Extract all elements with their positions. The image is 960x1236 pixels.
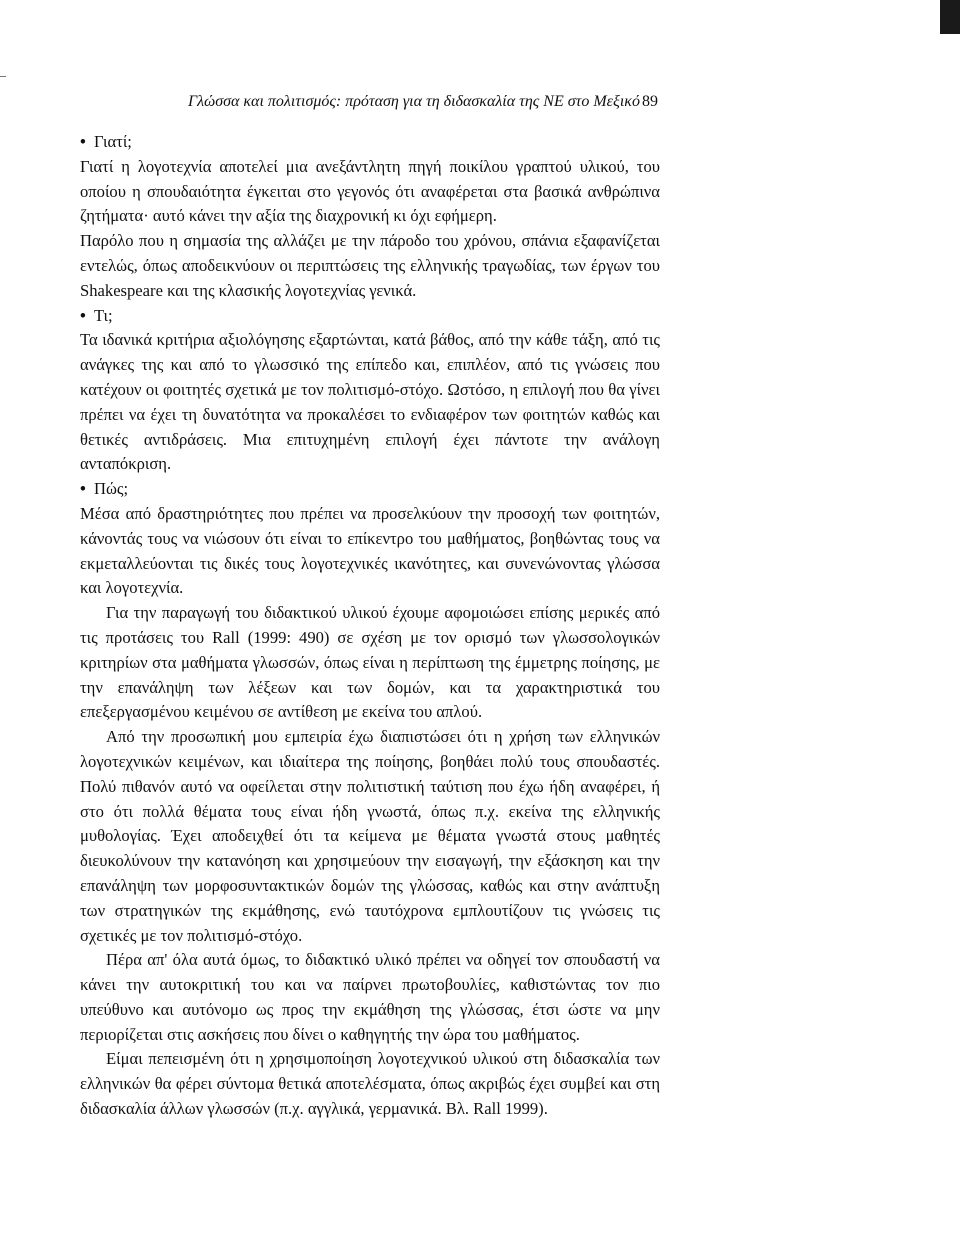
running-head — [188, 92, 658, 112]
bullet-why-label: Γιατί; — [94, 132, 132, 151]
paragraph-body-3: Πέρα απ' όλα αυτά όμως, το διδακτικό υλικό πρέπει να οδηγεί τον σπουδαστή να κάνει την αυτοκριτική του και να παίρνει πρωτοβουλίες, καθιστώντας τον πιο υπεύθυνο και αυτόνομο ως προς την εκμάθηση της γλώσσας, έτσι ώστε να μην περιορίζεται στις ασκήσεις που δίνει ο καθηγητής την ώρα του μαθήματος. — [80, 950, 660, 1044]
scan-tick-mark — [0, 76, 6, 77]
paragraph-body-1: Για την παραγωγή του διδακτικού υλικού έχουμε αφομοιώσει επίσης μερικές από τις προτάσεις του Rall (1999: 490) σε σχέση με τον ορισμό των γλωσσολογικών κριτηρίων στα μαθήματα γλωσσών, όπως είναι η περίπτωση της έμμετρης ποίησης, με την επανάληψη των λέξεων και των δομών, και τα χαρακτηριστικά του επεξεργασμένου κειμένου σε αντίθεση με εκείνα του απλού. — [80, 603, 660, 722]
bullet-how-label: Πώς; — [94, 479, 129, 499]
running-title: Γλώσσα και πολιτισμός: πρόταση για τη διδασκαλία της ΝΕ στο Μεξικό — [188, 93, 640, 110]
bullet-why — [80, 130, 660, 155]
paragraph-what-1: Τα ιδανικά κριτήρια αξιολόγησης εξαρτώνται, κατά βάθος, από την κάθε τάξη, από τις ανάγκες της και από το γλωσσικό της επίπεδο και, επιπλέον, από τις γνώσεις που κατέχουν οι φοιτητές σχετικά με τον πολιτισμό-στόχο. Ωστόσο, η επιλογή που θα γίνει πρέπει να έχει τη δυνατότητα να προκαλέσει το ενδιαφέρον των φοιτητών καθώς και θετικές αντιδράσεις. Μια επιτυχημένη επιλογή έχει πάντοτε την ανάλογη ανταπόκριση. — [80, 330, 660, 474]
paragraph-body-2: Από την προσωπική μου εμπειρία έχω διαπιστώσει ότι η χρήση των ελληνικών λογοτεχνικών κειμένων, και ιδιαίτερα της ποίησης, βοηθάει πολύ τους σπουδαστές. Πολύ πιθανόν αυτό να οφείλεται στην πολιτιστική ταύτιση που έχω ήδη αναφέρει, ή στο ότι πολλά θέματα τους είναι ήδη γνωστά, όπως π.χ. εκείνα της ελληνικής μυθολογίας. Έχει αποδειχθεί ότι τα κείμενα με θέματα γνωστά στους μαθητές διευκολύνουν την κατανόηση και χρησιμεύουν την εισαγωγή, την εξάσκηση και την επανάληψη των μορφοσυντακτικών δομών της γλώσσας, καθώς και στην ανάπτυξη των στρατηγικών της εκμάθησης, ενώ ταυτόχρονα εμπλουτίζουν τις γνώσεις τις σχετικές με τον πολιτισμό-στόχο. — [80, 727, 660, 945]
bullet-mark: • — [80, 479, 86, 499]
bullet-what-label: Τι; — [94, 305, 113, 325]
scan-edge-mark — [940, 0, 960, 34]
bullet-mark: • — [80, 132, 86, 151]
paragraph-why-2: Παρόλο που η σημασία της αλλάζει με την πάροδο του χρόνου, σπάνια εξαφανίζεται εντελώς, όπως αποδεικνύουν οι περιπτώσεις της ελληνικής τραγωδίας, των έργων του Shakespeare και της κλασικής λογοτεχνίας γενικά. — [80, 231, 660, 300]
bullet-mark: • — [80, 305, 86, 325]
paragraph-why-1: Γιατί η λογοτεχνία αποτελεί μια ανεξάντλητη πηγή ποικίλου γραπτού υλικού, του οποίου η σπουδαιότητα έγκειται στο γεγονός ότι αναφέρεται στα βασικά ανθρώπινα ζητήματα· αυτό κάνει την αξία της διαχρονική κι όχι εφήμερη. — [80, 156, 660, 226]
page-body — [80, 130, 660, 1122]
paragraph-how-1: Μέσα από δραστηριότητες που πρέπει να προσελκύουν την προσοχή των φοιτητών, κάνοντάς τους να νιώσουν ότι είναι το επίκεντρο του μαθήματος, βοηθώντας τους να εκμεταλλεύονται τις δικές τους λογοτεχνικές ικανότητες, και συνενώνοντας γλώσσα και λογοτεχνία. — [80, 503, 660, 598]
bullet-what — [80, 304, 660, 329]
bullet-how — [80, 477, 660, 502]
page-number: 89 — [642, 93, 658, 110]
paragraph-body-4: Είμαι πεπεισμένη ότι η χρησιμοποίηση λογοτεχνικού υλικού στη διδασκαλία των ελληνικών θα φέρει σύντομα θετικά αποτελέσματα, όπως ακριβώς έχει συμβεί και στη διδασκαλία άλλων γλωσσών (π.χ. αγγλικά, γερμανικά. Βλ. Rall 1999). — [80, 1049, 660, 1119]
